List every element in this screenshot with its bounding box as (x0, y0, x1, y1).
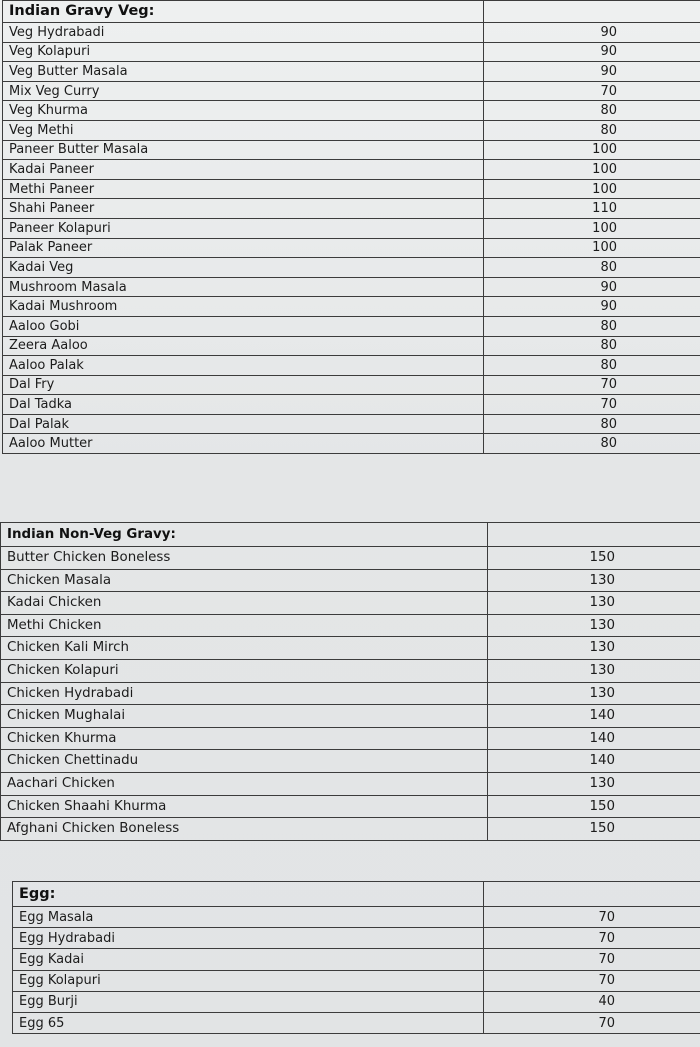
menu-item-name: Chicken Masala (1, 569, 488, 592)
menu-item-price: 90 (484, 277, 700, 297)
menu-item-name: Egg Kadai (13, 949, 484, 970)
section-title: Indian Non-Veg Gravy: (1, 523, 488, 547)
menu-item-name: Chicken Hydrabadi (1, 682, 488, 705)
menu-item-row (1, 772, 700, 795)
menu-item-price: 80 (484, 356, 700, 376)
menu-item-price: 80 (484, 258, 700, 278)
menu-item-name: Methi Paneer (3, 179, 484, 199)
menu-item-row (3, 218, 700, 238)
menu-item-price: 70 (484, 907, 700, 928)
menu-item-row (3, 356, 700, 376)
menu-item-row (3, 434, 700, 454)
menu-item-name: Paneer Kolapuri (3, 218, 484, 238)
menu-item-price: 130 (488, 592, 700, 615)
section-title: Indian Gravy Veg: (3, 1, 484, 23)
menu-item-price: 40 (484, 991, 700, 1012)
menu-item-row (1, 795, 700, 818)
menu-item-name: Chicken Chettinadu (1, 750, 488, 773)
menu-item-price: 130 (488, 614, 700, 637)
menu-item-price: 130 (488, 637, 700, 660)
menu-item-row (3, 395, 700, 415)
indian-gravy-veg-table (2, 0, 700, 454)
menu-item-row (3, 258, 700, 278)
menu-item-name: Kadai Veg (3, 258, 484, 278)
menu-item-name: Paneer Butter Masala (3, 140, 484, 160)
menu-item-price: 70 (484, 81, 700, 101)
menu-item-price: 90 (484, 62, 700, 82)
menu-item-name: Kadai Paneer (3, 160, 484, 180)
menu-item-price: 100 (484, 218, 700, 238)
section-header-row (13, 882, 700, 907)
menu-item-row (1, 750, 700, 773)
menu-item-name: Chicken Mughalai (1, 705, 488, 728)
menu-item-name: Veg Butter Masala (3, 62, 484, 82)
menu-item-price: 100 (484, 140, 700, 160)
menu-item-price: 80 (484, 414, 700, 434)
menu-item-price: 130 (488, 659, 700, 682)
menu-item-row (3, 101, 700, 121)
menu-item-price: 80 (484, 101, 700, 121)
menu-item-price: 140 (488, 705, 700, 728)
menu-item-price: 90 (484, 23, 700, 43)
menu-item-row (1, 547, 700, 570)
menu-item-name: Veg Methi (3, 120, 484, 140)
section-title: Egg: (13, 882, 484, 907)
menu-item-price: 150 (488, 547, 700, 570)
menu-item-name: Kadai Mushroom (3, 297, 484, 317)
indian-gravy-veg-body (3, 1, 700, 454)
menu-item-price: 100 (484, 238, 700, 258)
menu-item-row (3, 42, 700, 62)
menu-item-name: Veg Kolapuri (3, 42, 484, 62)
menu-item-row (3, 316, 700, 336)
menu-item-name: Dal Palak (3, 414, 484, 434)
section-header-row (1, 523, 700, 547)
menu-item-price: 80 (484, 120, 700, 140)
menu-item-price: 80 (484, 316, 700, 336)
menu-item-name: Egg Masala (13, 907, 484, 928)
menu-item-price: 130 (488, 569, 700, 592)
menu-item-row (1, 614, 700, 637)
indian-non-veg-gravy-body (1, 523, 700, 841)
menu-item-name: Chicken Shaahi Khurma (1, 795, 488, 818)
menu-item-name: Chicken Khurma (1, 727, 488, 750)
menu-item-price: 80 (484, 434, 700, 454)
menu-item-row (3, 336, 700, 356)
menu-item-price: 80 (484, 336, 700, 356)
menu-item-price: 150 (488, 795, 700, 818)
menu-item-row (3, 297, 700, 317)
menu-item-row (3, 414, 700, 434)
menu-item-price: 140 (488, 727, 700, 750)
egg-table (12, 881, 700, 1034)
menu-item-row (3, 81, 700, 101)
menu-item-name: Afghani Chicken Boneless (1, 818, 488, 841)
menu-item-row (3, 23, 700, 43)
menu-item-name: Chicken Kolapuri (1, 659, 488, 682)
menu-item-price: 110 (484, 199, 700, 219)
menu-item-name: Egg 65 (13, 1012, 484, 1033)
menu-item-price: 70 (484, 1012, 700, 1033)
menu-item-row (13, 949, 700, 970)
menu-item-name: Aaloo Palak (3, 356, 484, 376)
menu-item-name: Aachari Chicken (1, 772, 488, 795)
menu-item-name: Dal Tadka (3, 395, 484, 415)
indian-non-veg-gravy-table (0, 522, 700, 841)
menu-item-name: Mix Veg Curry (3, 81, 484, 101)
menu-item-row (3, 277, 700, 297)
menu-item-price: 100 (484, 179, 700, 199)
menu-item-price: 130 (488, 772, 700, 795)
menu-item-name: Chicken Kali Mirch (1, 637, 488, 660)
menu-item-price: 70 (484, 375, 700, 395)
menu-item-name: Butter Chicken Boneless (1, 547, 488, 570)
menu-item-row (3, 179, 700, 199)
menu-item-price: 100 (484, 160, 700, 180)
menu-item-row (3, 140, 700, 160)
menu-item-name: Veg Hydrabadi (3, 23, 484, 43)
menu-item-row (3, 62, 700, 82)
menu-item-name: Kadai Chicken (1, 592, 488, 615)
menu-item-row (13, 928, 700, 949)
menu-item-row (1, 705, 700, 728)
menu-item-name: Shahi Paneer (3, 199, 484, 219)
section-header-price-cell (484, 882, 700, 907)
menu-item-row (1, 637, 700, 660)
menu-item-row (3, 199, 700, 219)
menu-item-name: Aaloo Mutter (3, 434, 484, 454)
menu-item-row (1, 569, 700, 592)
menu-item-row (3, 375, 700, 395)
menu-item-name: Egg Hydrabadi (13, 928, 484, 949)
menu-item-name: Methi Chicken (1, 614, 488, 637)
menu-item-row (1, 727, 700, 750)
menu-item-name: Egg Burji (13, 991, 484, 1012)
menu-item-name: Zeera Aaloo (3, 336, 484, 356)
menu-item-row (13, 991, 700, 1012)
menu-item-row (1, 659, 700, 682)
menu-item-row (13, 1012, 700, 1033)
menu-item-row (1, 818, 700, 841)
menu-item-price: 130 (488, 682, 700, 705)
menu-item-price: 70 (484, 949, 700, 970)
menu-item-name: Palak Paneer (3, 238, 484, 258)
menu-item-row (13, 907, 700, 928)
menu-item-price: 70 (484, 395, 700, 415)
menu-item-price: 90 (484, 42, 700, 62)
menu-item-row (3, 238, 700, 258)
menu-item-price: 70 (484, 970, 700, 991)
menu-item-price: 70 (484, 928, 700, 949)
menu-item-price: 140 (488, 750, 700, 773)
menu-item-price: 90 (484, 297, 700, 317)
menu-item-row (3, 160, 700, 180)
menu-item-name: Mushroom Masala (3, 277, 484, 297)
menu-item-name: Egg Kolapuri (13, 970, 484, 991)
menu-item-name: Aaloo Gobi (3, 316, 484, 336)
section-header-price-cell (488, 523, 700, 547)
menu-item-name: Dal Fry (3, 375, 484, 395)
section-header-row (3, 1, 700, 23)
menu-item-row (1, 682, 700, 705)
menu-item-row (3, 120, 700, 140)
menu-item-row (1, 592, 700, 615)
egg-body (13, 882, 700, 1034)
section-header-price-cell (484, 1, 700, 23)
menu-item-name: Veg Khurma (3, 101, 484, 121)
menu-item-row (13, 970, 700, 991)
menu-item-price: 150 (488, 818, 700, 841)
